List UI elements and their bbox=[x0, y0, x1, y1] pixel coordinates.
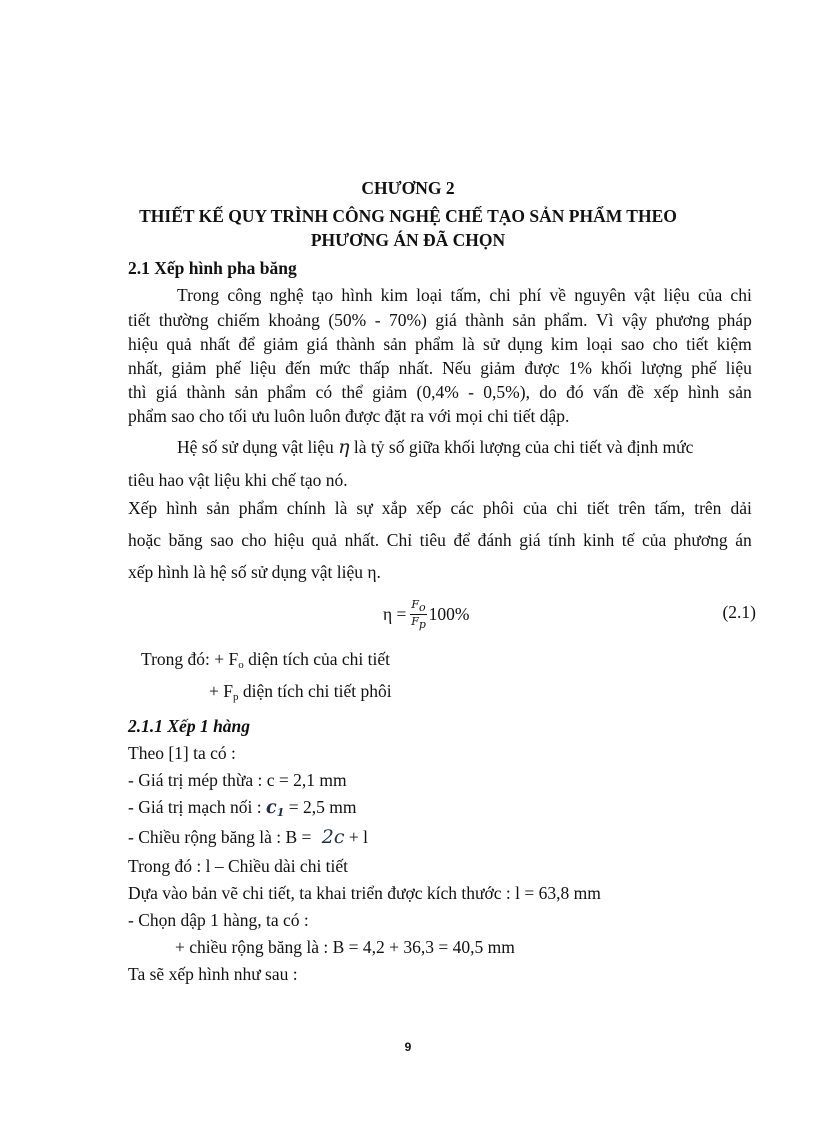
para1-line bbox=[177, 284, 752, 306]
word: tiết bbox=[686, 334, 709, 354]
word: thể bbox=[341, 382, 363, 402]
line-chon-dap: - Chọn dập 1 hàng, ta có : bbox=[128, 910, 309, 930]
word: sử bbox=[483, 334, 500, 354]
line-mach-noi: - Giá trị mạch nối : $c_1 = 2,5$ mm bbox=[128, 797, 357, 819]
word: thường bbox=[158, 310, 209, 330]
word: giảm bbox=[171, 358, 207, 378]
equation-number: (2.1) bbox=[722, 602, 756, 622]
word: xếp bbox=[653, 382, 679, 402]
word: tế bbox=[621, 530, 635, 550]
word: kim bbox=[380, 285, 408, 305]
word: phương bbox=[655, 310, 710, 330]
word: của bbox=[523, 498, 548, 518]
para1-line bbox=[128, 381, 752, 403]
para2-line-2: tiêu hao vật liệu khi chế tạo nó. bbox=[128, 470, 348, 490]
line-theo: Theo [1] ta có : bbox=[128, 743, 236, 763]
equation-fraction bbox=[410, 598, 426, 631]
word: thấp bbox=[359, 358, 390, 378]
word: cho bbox=[652, 334, 678, 354]
word: liệu bbox=[663, 285, 690, 305]
word: chi bbox=[489, 285, 511, 305]
para1-last-line: phẩm sao cho tối ưu luôn luôn được đặt ra với mọi chi tiết dập. bbox=[128, 406, 570, 426]
word: sự bbox=[356, 498, 373, 518]
word: thành bbox=[336, 334, 376, 354]
section-heading-2-1-1: 2.1.1 Xếp 1 hàng bbox=[128, 716, 251, 736]
para2-text-pre: Hệ số sử dụng vật liệu bbox=[177, 437, 334, 457]
word: nhất bbox=[199, 334, 231, 354]
word: giảm bbox=[372, 382, 408, 402]
word: giá bbox=[435, 310, 457, 330]
word: nguyên bbox=[574, 285, 626, 305]
chapter-title-line-2: PHƯƠNG ÁN ĐÃ CHỌN bbox=[310, 230, 506, 250]
word: giá bbox=[519, 530, 541, 550]
word: hình bbox=[341, 285, 373, 305]
line-dua-vao: Dựa vào bản vẽ chi tiết, ta khai triển được kích thước : l = 63,8 mm bbox=[128, 883, 601, 903]
word: Nếu bbox=[442, 358, 472, 378]
word: thành bbox=[465, 310, 505, 330]
word: tính bbox=[548, 530, 576, 550]
word: của bbox=[642, 530, 667, 550]
equation-body bbox=[383, 598, 470, 631]
word: vấn bbox=[592, 382, 619, 402]
line-mep-thua: - Giá trị mép thừa : c = 2,1 mm bbox=[128, 770, 347, 790]
where-line-2: + $F_p$ diện tích chi tiết phôi bbox=[209, 681, 392, 703]
word: 1% bbox=[568, 358, 592, 378]
page-number: 9 bbox=[404, 1040, 412, 1054]
word: mức bbox=[319, 358, 351, 378]
word: vật bbox=[633, 285, 656, 305]
line-chieu-rong-bang: + chiều rộng băng là : B = 4,2 + 36,3 = 40,5 mm bbox=[175, 937, 515, 957]
word: nhất, bbox=[128, 358, 163, 378]
word: phẩm bbox=[414, 334, 454, 354]
word: băng bbox=[168, 530, 203, 550]
word: phôi bbox=[482, 498, 514, 518]
chapter-title-line-1: THIẾT KẾ QUY TRÌNH CÔNG NGHỆ CHẾ TẠO SẢN PHẨM THEO bbox=[139, 206, 677, 226]
para3-line bbox=[128, 497, 752, 519]
word: tiết bbox=[128, 310, 151, 330]
word: là bbox=[334, 498, 348, 518]
word: về bbox=[549, 285, 567, 305]
word: để bbox=[453, 530, 471, 550]
word: Chỉ bbox=[386, 530, 413, 550]
equation-2-1 bbox=[128, 596, 756, 636]
word: 0,5%), bbox=[483, 382, 530, 402]
word: kiệm bbox=[716, 334, 752, 354]
chapter-label: CHƯƠNG 2 bbox=[361, 178, 455, 198]
word: khoảng bbox=[268, 310, 320, 330]
word: Xếp bbox=[128, 498, 158, 518]
word: (0,4% bbox=[416, 382, 459, 402]
word: án bbox=[735, 530, 752, 550]
word: liệu bbox=[725, 358, 752, 378]
word: (50% bbox=[328, 310, 367, 330]
word: phẩm. bbox=[544, 310, 588, 330]
word: để bbox=[238, 334, 255, 354]
word: nhất. bbox=[398, 358, 434, 378]
word: phẩm bbox=[267, 382, 307, 402]
para2-text-post: là tỷ số giữa khối lượng của chi tiết và định mức bbox=[353, 437, 694, 457]
word: khối bbox=[600, 358, 633, 378]
word: - bbox=[374, 310, 381, 330]
equation-lhs: η = bbox=[383, 604, 407, 624]
word: - bbox=[468, 382, 474, 402]
fraction-numerator: $F_o$ bbox=[411, 598, 426, 614]
line-xep-hinh: Ta sẽ xếp hình như sau : bbox=[128, 964, 298, 984]
word: trên bbox=[618, 498, 646, 518]
where-line-1: Trong đó: + $F_o$ diện tích của chi tiết bbox=[141, 649, 391, 671]
word: tiết bbox=[586, 498, 610, 518]
word: 70%) bbox=[388, 310, 427, 330]
word: công bbox=[227, 285, 262, 305]
para2-line-1 bbox=[177, 436, 693, 458]
para3-last-line: xếp hình là hệ số sử dụng vật liệu η. bbox=[128, 562, 381, 582]
para1-line bbox=[128, 357, 752, 379]
word: đến bbox=[285, 358, 311, 378]
word: sao bbox=[210, 530, 234, 550]
word: thành bbox=[186, 382, 226, 402]
word: loại bbox=[586, 334, 613, 354]
word: sản bbox=[728, 382, 752, 402]
word: vậy bbox=[621, 310, 648, 330]
word: chi bbox=[730, 285, 752, 305]
word: sản bbox=[206, 498, 230, 518]
word: được bbox=[524, 358, 560, 378]
word: hình bbox=[166, 498, 198, 518]
word: chi bbox=[556, 498, 578, 518]
word: các bbox=[450, 498, 474, 518]
word: sao bbox=[620, 334, 645, 354]
word: hiệu bbox=[274, 530, 305, 550]
word: sản bbox=[383, 334, 407, 354]
word: phế bbox=[691, 358, 717, 378]
word: giảm bbox=[480, 358, 516, 378]
word: chiếm bbox=[217, 310, 260, 330]
word: quả bbox=[166, 334, 192, 354]
word: Vì bbox=[596, 310, 614, 330]
word: đánh bbox=[477, 530, 512, 550]
word: nghệ bbox=[269, 285, 304, 305]
word: cho bbox=[241, 530, 267, 550]
math-2c: 2c bbox=[321, 826, 345, 848]
math-c1: $c_1$ bbox=[266, 798, 285, 819]
word: sản bbox=[234, 382, 259, 402]
word: kim bbox=[550, 334, 579, 354]
word: thì bbox=[128, 382, 147, 402]
word: hiệu bbox=[128, 334, 159, 354]
word: là bbox=[462, 334, 475, 354]
word: nhất. bbox=[344, 530, 380, 550]
line-trong-do: Trong đó : l – Chiều dài chi tiết bbox=[128, 856, 349, 876]
word: lượng bbox=[641, 358, 683, 378]
word: của bbox=[697, 285, 723, 305]
word: phế bbox=[215, 358, 241, 378]
para1-line bbox=[128, 333, 752, 355]
word: hình bbox=[688, 382, 720, 402]
word: phẩm bbox=[238, 498, 278, 518]
word: tạo bbox=[311, 285, 334, 305]
word: giảm bbox=[263, 334, 299, 354]
word: liệu bbox=[249, 358, 277, 378]
line-chieu-rong: - Chiều rộng băng là : B = 2c + l bbox=[128, 826, 368, 848]
word: xắp bbox=[381, 498, 408, 518]
word: kinh bbox=[583, 530, 615, 550]
para3-line bbox=[128, 529, 752, 551]
eta-symbol: η bbox=[338, 436, 350, 458]
para1-line bbox=[128, 309, 752, 331]
word: giá bbox=[155, 382, 178, 402]
word: phí bbox=[518, 285, 542, 305]
word: trên bbox=[694, 498, 722, 518]
word: tấm, bbox=[450, 285, 482, 305]
word: pháp bbox=[717, 310, 752, 330]
word: phương bbox=[673, 530, 728, 550]
section-heading-2-1: 2.1 Xếp hình pha băng bbox=[128, 258, 297, 278]
word: dụng bbox=[507, 334, 543, 354]
word: đề bbox=[627, 382, 645, 402]
word: chính bbox=[286, 498, 326, 518]
word: tiêu bbox=[419, 530, 446, 550]
word: giá bbox=[306, 334, 328, 354]
word: loại bbox=[416, 285, 443, 305]
word: hoặc bbox=[128, 530, 162, 550]
word: có bbox=[315, 382, 333, 402]
equation-tail: 100% bbox=[428, 604, 470, 624]
fraction-denominator: $F_p$ bbox=[411, 615, 426, 631]
word: Trong bbox=[177, 285, 220, 305]
word: quả bbox=[311, 530, 338, 550]
word: tấm, bbox=[654, 498, 686, 518]
word: xếp bbox=[416, 498, 442, 518]
word: dải bbox=[730, 498, 752, 518]
word: do bbox=[539, 382, 557, 402]
word: sản bbox=[512, 310, 536, 330]
word: đó bbox=[566, 382, 584, 402]
